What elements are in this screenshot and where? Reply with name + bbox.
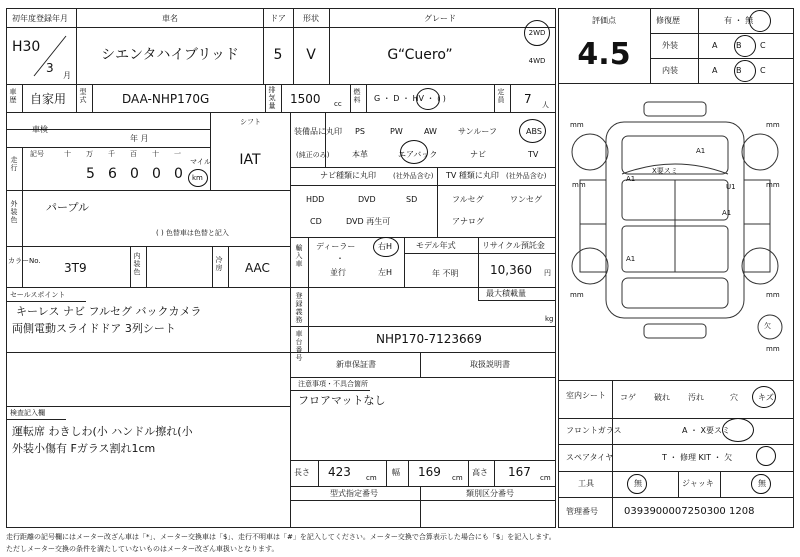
disp-header: 排気量	[268, 86, 276, 110]
capacity-header: 定員	[497, 88, 505, 104]
import-right: 右H	[378, 242, 393, 251]
disp-value: 1500	[290, 92, 321, 106]
shift-value: IAT	[239, 152, 261, 168]
mileage-mile: マイル	[190, 158, 211, 166]
capacity-value: 7	[524, 92, 532, 106]
ac-value: AAC	[245, 261, 270, 275]
width-value: 169	[418, 465, 441, 479]
height-value: 167	[508, 465, 531, 479]
drive-2wd: 2WD	[528, 29, 546, 37]
mm-label: mm	[766, 291, 780, 299]
mileage-digit: 0	[152, 166, 161, 182]
import-parallel: 並行	[330, 268, 346, 277]
inspector-line2: 外装小傷有 Fガラス割れ1cm	[12, 442, 156, 455]
first-reg-month-unit: 月	[63, 71, 71, 80]
reg-label: 登録義務	[295, 292, 303, 324]
max-load-unit: kg	[545, 315, 554, 323]
spare-label: スペアタイヤ	[566, 453, 614, 462]
grade-header: グレード	[424, 14, 456, 23]
damage-mark: X要スミ	[652, 167, 678, 175]
first-reg-header: 初年度登録年月	[12, 14, 68, 23]
damage-mark: A1	[696, 147, 706, 155]
model-value: DAA-NHP170G	[122, 92, 210, 106]
repair-value: 有 ・ 無	[724, 16, 754, 25]
height-unit: cm	[540, 474, 551, 482]
tv-item: アナログ	[452, 217, 484, 226]
footer-line1: 走行距離の記号欄にはメーター改ざん車は「*」、メーター交換車は「$」、走行不明車は「#」を記入してください。メーター交換で合算表示した場合にも「$」を記入します。	[6, 533, 556, 541]
model-year-value: 年 不明	[432, 269, 459, 278]
glass-circle	[722, 418, 754, 442]
footer-line2: ただしメーター交換の条件を満たしていないものはメーター改ざん車扱いとなります。	[6, 545, 279, 553]
color-value: パープル	[46, 201, 90, 214]
interior-value: A B C	[712, 66, 766, 75]
car-damage-diagram	[560, 84, 792, 380]
navi-item: SD	[406, 195, 418, 204]
tv-item: フルセグ	[452, 195, 484, 204]
equip-item: ABS	[526, 127, 542, 136]
navi-item: CD	[310, 217, 322, 226]
color-label: 外装色	[10, 200, 18, 224]
digit-label: 記号	[30, 150, 44, 158]
type-designation: 型式指定番号	[330, 489, 378, 498]
capacity-unit: 人	[542, 101, 549, 109]
manual: 取扱説明書	[470, 360, 510, 369]
right-hand-circle	[373, 237, 399, 257]
tv-sub: (社外品含む)	[506, 172, 547, 180]
damage-mark: 欠	[764, 322, 771, 330]
inspection-label: 車検	[32, 125, 48, 134]
mm-label: mm	[570, 121, 584, 129]
import-label: 輸入車	[295, 244, 303, 268]
glass-value: A ・ X要スミ	[682, 426, 731, 435]
interior-label: 内装	[662, 66, 678, 75]
tv-label: TV 種類に丸印	[446, 171, 499, 180]
grade-value: G“Cuero”	[387, 47, 453, 63]
door-header: ドア	[270, 14, 286, 23]
tools-label: 工具	[578, 479, 594, 488]
equip-item: AW	[424, 127, 437, 136]
fuel-value: G ・ D ・ HV ・ ( )	[374, 94, 446, 103]
chassis-value: NHP170-7123669	[376, 332, 482, 346]
equip-item: PW	[390, 127, 403, 136]
repair-label: 修復歴	[656, 16, 680, 25]
damage-mark: A1	[722, 209, 732, 217]
width-unit: cm	[452, 474, 463, 482]
mm-label: mm	[766, 121, 780, 129]
car-name: シエンタハイブリッド	[101, 47, 239, 63]
equip-item: TV	[528, 150, 539, 159]
mgmt-value: 0393900007250300 1208	[624, 506, 755, 517]
interior-sheet-label: 室内シート	[566, 391, 606, 400]
mm-label: mm	[570, 291, 584, 299]
model-header: 型式	[79, 88, 87, 104]
length-unit: cm	[366, 474, 377, 482]
mileage-km: km	[192, 174, 203, 182]
navi-item: DVD	[358, 195, 376, 204]
score-value: 4.5	[577, 37, 631, 72]
exterior-b-circle	[734, 35, 756, 57]
colorno-value: 3T9	[64, 261, 87, 275]
ac-label: 冷房	[215, 256, 223, 272]
fuel-header: 燃料	[353, 88, 361, 104]
recycle-unit: 円	[544, 269, 551, 277]
mm-label: mm	[572, 181, 586, 189]
equip-item: サンルーフ	[458, 127, 497, 136]
length-label: 長さ	[294, 468, 310, 477]
digit-label: 万	[86, 150, 93, 158]
equip-item: 本革	[352, 150, 368, 159]
mm-label: mm	[766, 345, 780, 353]
tv-item: ワンセグ	[510, 195, 542, 204]
navi-item: DVD 再生可	[346, 217, 391, 226]
sheet-item: 穴	[730, 393, 738, 402]
height-label: 高さ	[472, 468, 488, 477]
usage-value: 自家用	[30, 92, 67, 106]
equipment-label: 装備品に丸印	[294, 127, 342, 136]
width-label: 幅	[392, 468, 400, 477]
usage-header: 車歴	[9, 88, 17, 104]
equip-item: PS	[355, 127, 365, 136]
disp-unit: cc	[334, 100, 342, 108]
car-name-header: 車名	[162, 14, 178, 23]
equip-item: エアバック	[398, 150, 438, 159]
sheet-scratch-circle	[752, 386, 776, 408]
sales-line2: 両側電動スライドドア 3列シート	[12, 322, 176, 335]
damage-mark: U1	[726, 183, 736, 191]
mileage-digit: 5	[86, 166, 95, 182]
mgmt-label: 管理番号	[566, 507, 598, 516]
shift-header: シフト	[240, 118, 261, 126]
interior-b-circle	[734, 60, 756, 82]
notes-value: フロアマットなし	[298, 394, 386, 407]
sheet-item: キズ	[758, 393, 774, 402]
tools-value: 無	[634, 479, 642, 488]
abs-circle	[519, 119, 546, 143]
mm-label: mm	[766, 181, 780, 189]
mileage-grid	[22, 147, 210, 190]
inspector-label: 検査記入欄	[10, 409, 45, 417]
spare-circle	[756, 446, 776, 466]
class-number: 類別区分番号	[466, 489, 514, 498]
inspection-value: 年 月	[130, 134, 149, 143]
digit-label: 千	[108, 150, 115, 158]
sheet-item: コゲ	[620, 393, 636, 402]
exterior-value: A B C	[712, 41, 766, 50]
recycle-value: 10,360	[490, 263, 532, 277]
equip-item: ナビ	[470, 150, 486, 159]
import-dot: ・	[336, 254, 344, 263]
mileage-digit: 0	[174, 166, 183, 182]
glass-label: フロントガラス	[566, 426, 622, 435]
exterior-label: 外装	[662, 41, 678, 50]
first-reg-era: H30	[12, 39, 41, 55]
fuel-hv-circle	[416, 88, 440, 110]
digit-label: 一	[174, 150, 181, 158]
sales-label: セールスポイント	[10, 291, 66, 299]
drive-4wd: 4WD	[528, 57, 546, 65]
digit-label: 十	[64, 150, 71, 158]
navi-sub: (社外品含む)	[393, 172, 434, 180]
shape-header: 形状	[303, 14, 319, 23]
max-load-label: 最大積載量	[486, 289, 526, 298]
repair-none-circle	[749, 10, 771, 32]
first-reg-month: 3	[46, 61, 54, 75]
damage-mark: A1	[626, 175, 636, 183]
digit-label: 百	[130, 150, 137, 158]
mileage-label: 走行	[10, 156, 18, 172]
sheet-item: 汚れ	[688, 393, 704, 402]
navi-item: HDD	[306, 195, 325, 204]
notes-label: 注意事項・不具合箇所	[298, 380, 368, 388]
jack-label: ジャッキ	[682, 479, 714, 488]
recycle-header: リサイクル預託金	[482, 241, 545, 250]
length-value: 423	[328, 465, 351, 479]
jack-circle	[751, 474, 771, 494]
tools-circle	[627, 474, 647, 494]
sales-line1: キーレス ナビ フルセグ バックカメラ	[16, 305, 202, 318]
digit-label: 十	[152, 150, 159, 158]
door-count: 5	[273, 47, 283, 63]
jack-value: 無	[758, 479, 766, 488]
score-label: 評価点	[592, 16, 616, 25]
sheet-item: 破れ	[654, 393, 670, 402]
navi-label: ナビ種類に丸印	[320, 171, 376, 180]
spare-value: T ・ 修理 KIT ・ 欠	[662, 453, 733, 462]
model-year-header: モデル年式	[416, 241, 456, 250]
import-dealer: ディーラー	[316, 242, 356, 251]
mileage-digit: 6	[108, 166, 117, 182]
new-warranty: 新車保証書	[336, 360, 376, 369]
import-left: 左H	[378, 268, 393, 277]
equipment-sub: (純正のみ)	[296, 151, 330, 159]
mileage-digit: 0	[130, 166, 139, 182]
colorno-label: カラーNo.	[8, 257, 41, 265]
color-note: ( ) 色替車は色替と記入	[156, 229, 229, 237]
inspector-line1: 運転席 わきしわ(小 ハンドル擦れ(小	[12, 425, 193, 438]
body-shape: V	[306, 47, 316, 63]
airbag-circle	[400, 140, 428, 164]
damage-mark: A1	[626, 255, 636, 263]
interior-color-label: 内装色	[133, 252, 141, 276]
chassis-label: 車台番号	[295, 330, 303, 362]
